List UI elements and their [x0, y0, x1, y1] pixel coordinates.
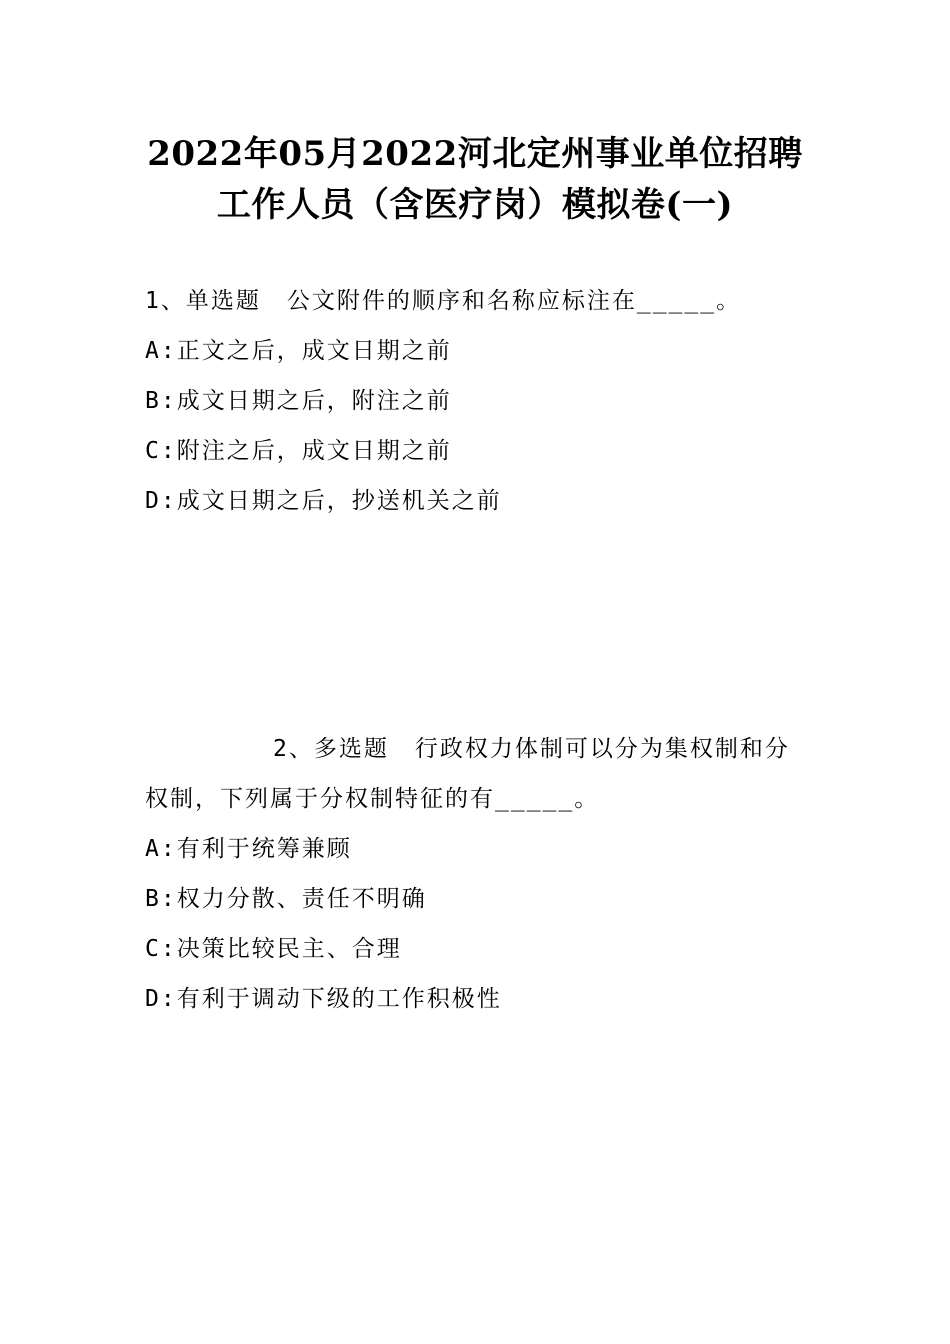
question-1-option-a [145, 336, 452, 366]
document-title-line-1: 2022年05月2022河北定州事业单位招聘 [147, 134, 803, 174]
question-1-option-c [145, 436, 452, 466]
option-text: 权力分散、责任不明确 [176, 886, 427, 912]
question-2-option-d [145, 984, 502, 1014]
question-type: 单选题 [185, 288, 261, 314]
option-key: A: [145, 338, 177, 364]
question-text: 公文附件的顺序和名称应标注在_____。 [286, 288, 742, 314]
option-text: 成文日期之后，附注之前 [176, 388, 452, 414]
option-key: D: [145, 488, 177, 514]
question-text: 行政权力体制可以分为集权制和分 [414, 736, 790, 762]
document-title-line-2: 工作人员（含医疗岗）模拟卷(一) [216, 185, 734, 225]
question-1-option-d [145, 486, 502, 516]
question-2-stem-line-1 [145, 734, 790, 764]
question-2-option-c [145, 934, 402, 964]
option-text: 有利于统筹兼顾 [176, 836, 352, 862]
question-number: 2、 [273, 736, 314, 762]
question-1-stem [145, 286, 741, 316]
question-type: 多选题 [313, 736, 389, 762]
option-key: C: [145, 936, 177, 962]
question-1-option-b [145, 386, 452, 416]
option-key: C: [145, 438, 177, 464]
option-key: B: [145, 388, 177, 414]
option-text: 决策比较民主、合理 [176, 936, 402, 962]
option-key: B: [145, 886, 177, 912]
option-text: 有利于调动下级的工作积极性 [176, 986, 502, 1012]
option-key: D: [145, 986, 177, 1012]
option-text: 附注之后，成文日期之前 [176, 438, 452, 464]
option-text: 正文之后，成文日期之前 [176, 338, 452, 364]
option-text: 成文日期之后，抄送机关之前 [176, 488, 502, 514]
question-number: 1、 [145, 288, 186, 314]
option-key: A: [145, 836, 177, 862]
question-2-stem-line-2: 权制，下列属于分权制特征的有_____。 [145, 786, 600, 812]
question-2-option-a [145, 834, 352, 864]
question-2-option-b [145, 884, 427, 914]
